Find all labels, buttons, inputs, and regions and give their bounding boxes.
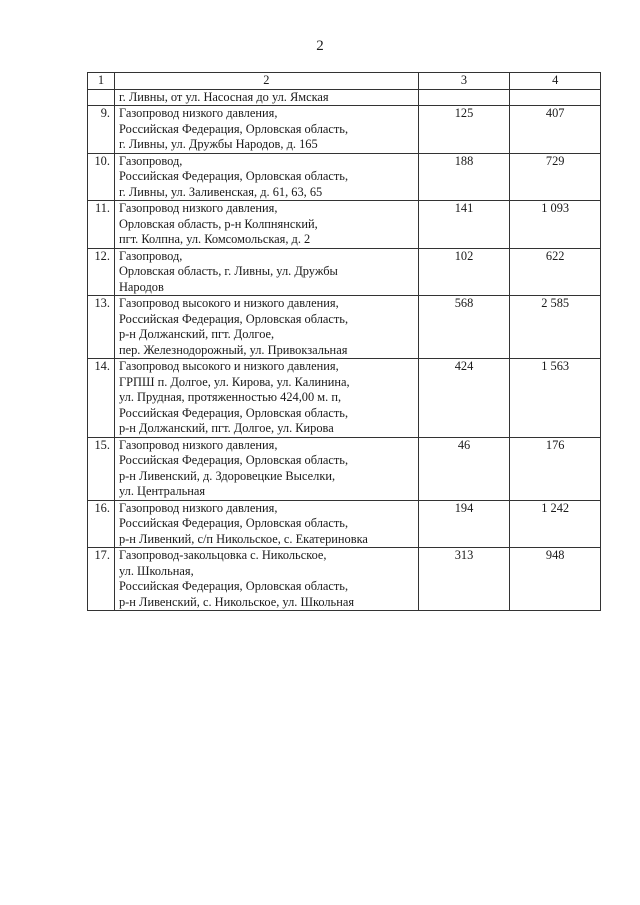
continuation-col3-cell [418, 89, 510, 106]
row-description [114, 153, 418, 201]
description-line: Орловская область, г. Ливны, ул. Дружбы [118, 264, 338, 278]
row-col3-value: 313 [418, 548, 510, 611]
row-number: 17. [88, 548, 115, 611]
description-line: Газопровод высокого и низкого давления, [118, 296, 339, 310]
row-description [114, 359, 418, 438]
description-line: р-н Ливенский, с. Никольское, ул. Школьная [118, 594, 355, 609]
description-line: Российская Федерация, Орловская область, [118, 311, 349, 326]
row-col3-value: 46 [418, 437, 510, 500]
table-row [88, 437, 601, 500]
description-line: ул. Прудная, протяженностью 424,00 м. п, [118, 390, 342, 404]
row-number: 11. [88, 201, 115, 249]
table-row [88, 106, 601, 154]
description-line: Газопровод низкого давления, [118, 201, 278, 215]
header-row [88, 73, 601, 90]
description-line: Газопровод высокого и низкого давления, [118, 359, 339, 373]
row-col4-value: 1 093 [510, 201, 601, 249]
row-description [114, 437, 418, 500]
table-row [88, 201, 601, 249]
row-description [114, 296, 418, 359]
description-line: р-н Должанский, пгт. Долгое, [118, 327, 275, 341]
row-col3-value: 568 [418, 296, 510, 359]
row-col4-value: 1 242 [510, 500, 601, 548]
row-number: 16. [88, 500, 115, 548]
description-line: пер. Железнодорожный, ул. Привокзальная [118, 342, 348, 357]
description-line: Газопровод низкого давления, [118, 437, 278, 452]
description-line: Газопровод, [118, 153, 183, 168]
description-line: р-н Ливенский, д. Здоровецкие Выселки, [118, 468, 336, 483]
description-line: Газопровод, [118, 248, 183, 263]
header-col-3: 3 [418, 73, 510, 90]
header-col-1: 1 [88, 73, 115, 90]
row-description [114, 201, 418, 249]
row-col4-value: 622 [510, 248, 601, 296]
description-line: Российская Федерация, Орловская область, [118, 169, 349, 183]
description-line: р-н Ливенкий, с/п Никольское, с. Екатериновка [118, 531, 368, 546]
continuation-num-cell [88, 89, 115, 106]
table-row [88, 500, 601, 548]
row-col3-value: 194 [418, 500, 510, 548]
description-line: Народов [118, 279, 164, 294]
table-row [88, 248, 601, 296]
description-line: г. Ливны, ул. Заливенская, д. 61, 63, 65 [118, 184, 323, 199]
description-line: Российская Федерация, Орловская область, [118, 579, 349, 593]
description-line: Орловская область, р-н Колпнянский, [118, 216, 318, 231]
row-col3-value: 424 [418, 359, 510, 438]
row-number: 13. [88, 296, 115, 359]
row-col4-value: 729 [510, 153, 601, 201]
continuation-desc-cell [114, 89, 418, 106]
row-col3-value: 188 [418, 153, 510, 201]
row-col3-value: 125 [418, 106, 510, 154]
table-row [88, 548, 601, 611]
row-number: 9. [88, 106, 115, 154]
description-line: Российская Федерация, Орловская область, [118, 405, 349, 420]
description-line: Газопровод-закольцовка с. Никольское, [118, 548, 327, 562]
description-line: пгт. Колпна, ул. Комсомольская, д. 2 [118, 232, 311, 246]
description-line: р-н Должанский, пгт. Долгое, ул. Кирова [118, 421, 334, 435]
row-col3-value: 102 [418, 248, 510, 296]
table-row [88, 153, 601, 201]
description-line: Газопровод низкого давления, [118, 500, 278, 515]
description-line: Газопровод низкого давления, [118, 106, 278, 120]
row-number: 10. [88, 153, 115, 201]
row-col4-value: 1 563 [510, 359, 601, 438]
description-line: ул. Центральная [118, 484, 206, 498]
row-col4-value: 2 585 [510, 296, 601, 359]
table-row [88, 296, 601, 359]
header-col-4: 4 [510, 73, 601, 90]
row-col4-value: 948 [510, 548, 601, 611]
row-number: 12. [88, 248, 115, 296]
table-row [88, 359, 601, 438]
description-line: ул. Школьная, [118, 563, 194, 578]
row-description [114, 106, 418, 154]
row-number: 14. [88, 359, 115, 438]
row-number: 15. [88, 437, 115, 500]
row-description [114, 248, 418, 296]
row-description [114, 500, 418, 548]
description-line: Российская Федерация, Орловская область, [118, 516, 349, 530]
continuation-row [88, 89, 601, 106]
description-line: г. Ливны, ул. Дружбы Народов, д. 165 [118, 137, 318, 151]
row-col4-value: 176 [510, 437, 601, 500]
row-col4-value: 407 [510, 106, 601, 154]
row-description [114, 548, 418, 611]
continuation-line: г. Ливны, от ул. Насосная до ул. Ямская [118, 89, 329, 104]
gas-pipeline-table [87, 72, 601, 611]
row-col3-value: 141 [418, 201, 510, 249]
description-line: Российская Федерация, Орловская область, [118, 121, 349, 136]
description-line: Российская Федерация, Орловская область, [118, 453, 349, 467]
page-number: 2 [316, 38, 324, 54]
header-col-2: 2 [114, 73, 418, 90]
continuation-col4-cell [510, 89, 601, 106]
description-line: ГРПШ п. Долгое, ул. Кирова, ул. Калинина, [118, 374, 350, 389]
